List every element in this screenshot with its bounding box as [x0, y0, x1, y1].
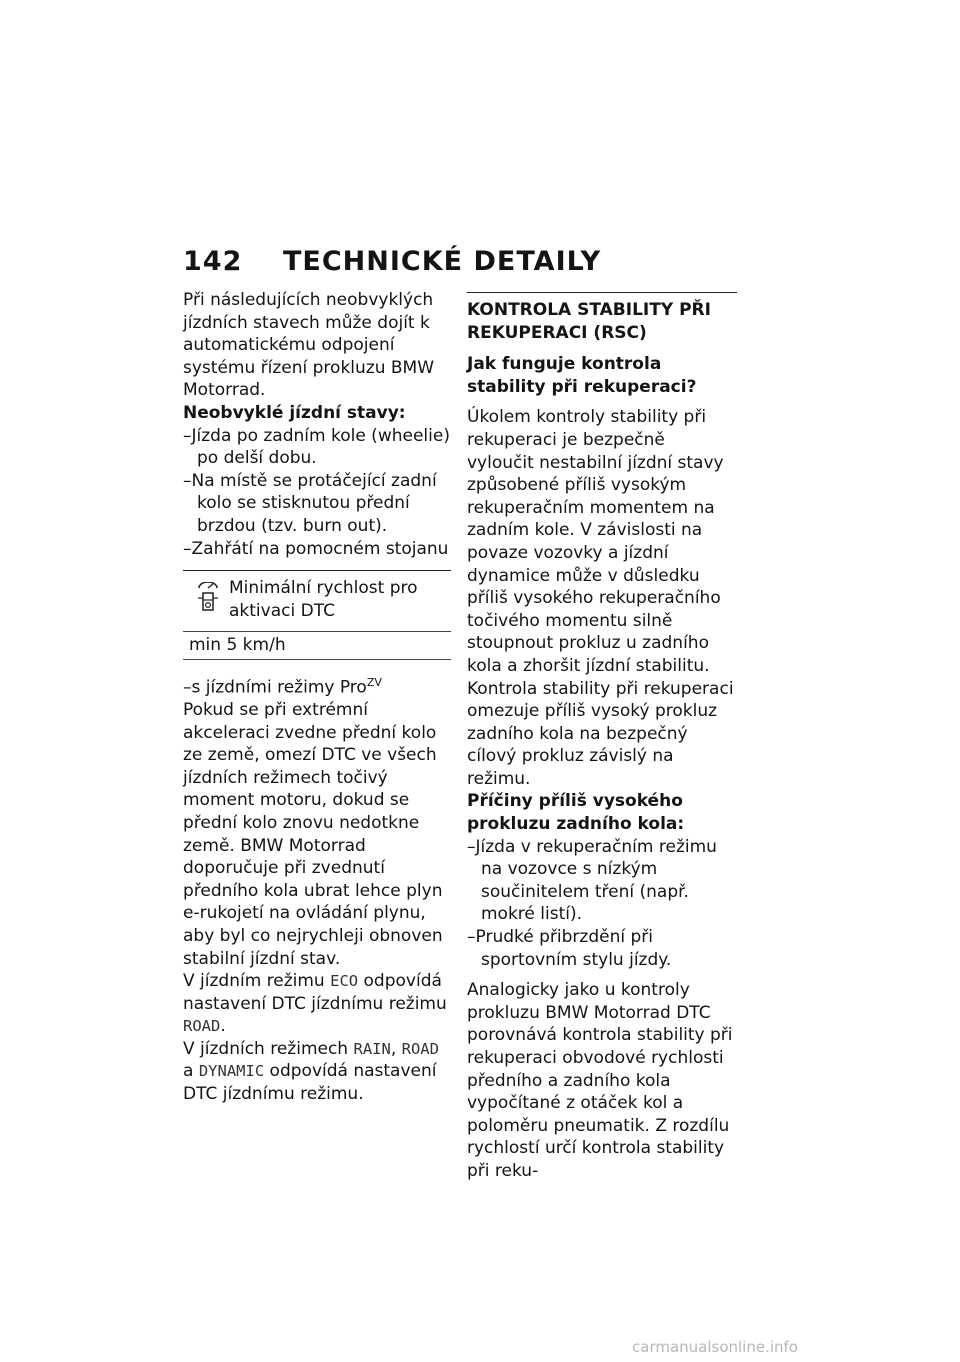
condition-item: –Na místě se protáčející zadní kolo se stisknutou přední brzdou (tzv. burn out).	[183, 470, 437, 536]
modes-superscript: ZV	[366, 675, 382, 689]
mode-road-2: ROAD	[401, 1039, 439, 1058]
cause-item: –Prudké přibrzdění při sportovním stylu jízdy.	[467, 927, 672, 970]
rain-text: V jízdních režimech	[183, 1038, 354, 1059]
spec-label: Minimální rychlost pro aktivaci DTC	[229, 578, 418, 621]
condition-item: –Zahřátí na pomocném stojanu	[183, 538, 449, 559]
comma: ,	[390, 1038, 397, 1059]
rain-paragraph	[183, 1038, 451, 1106]
eco-end: .	[220, 1016, 226, 1037]
page-number: 142	[183, 246, 243, 277]
spec-box	[183, 570, 451, 660]
mode-road: ROAD	[183, 1017, 221, 1036]
intro-paragraph: Při následujících neobvyklých jízdních stavech může dojít k automatickému odpojení systému řízení prokluzu BMW Motorrad.	[183, 290, 435, 401]
analog-paragraph: Analogicky jako u kontroly prokluzu BMW Motorrad DTC porovnává kontrola stability při rekuperaci obvodové rychlosti předního a zadního kola vypočítané z otáček kol a poloměru pneumatik. Z rozdílu rychlostí určí kontrola stability při reku-	[467, 980, 733, 1181]
watermark: carmanualsonline.info	[632, 1338, 798, 1356]
mode-rain: RAIN	[353, 1039, 391, 1058]
cause-item: –Jízda v rekuperačním režimu na vozovce s nízkým součinitelem tření (např. mokré listí).	[467, 836, 717, 925]
mode-dynamic: DYNAMIC	[198, 1062, 265, 1081]
page-header	[183, 242, 783, 282]
section-title: KONTROLA STABILITY PŘI REKUPERACI (RSC)	[467, 292, 737, 344]
page-title: TECHNICKÉ DETAILY	[283, 246, 602, 277]
eco-paragraph	[183, 970, 451, 1038]
speedometer-spec-icon	[196, 582, 220, 616]
conditions-heading: Neobvyklé jízdní stavy:	[183, 402, 406, 423]
eco-text: V jízdním režimu	[183, 971, 331, 992]
right-column	[467, 292, 737, 1183]
left-column	[183, 289, 451, 1106]
spec-box-header	[183, 570, 451, 631]
and-text: a	[183, 1061, 199, 1082]
rain-text-2: odpovídá nastavení DTC jízdnímu režimu.	[183, 1061, 437, 1105]
lift-paragraph: Pokud se při extrémní akceleraci zvedne přední kolo ze země, omezí DTC ve všech jízdních režimech točivý moment motoru, dokud se přední kolo znovu nedotkne země. BMW Motorrad doporučuje při zvednutí předního kola ubrat lehce plyn e-rukojetí na ovládání plynu, aby byl co nejrychleji obnoven stabilní jízdní stav.	[183, 699, 443, 969]
rsc-paragraph: Úkolem kontroly stability při rekuperaci je bezpečně vyloučit nestabilní jízdní stavy způsobené příliš vysokým rekuperačním momentem na zadním kole. V závislosti na povaze vozovky a jízdní dynamice může v důsledku příliš vysokého rekuperačního točivého momentu silně stoupnout prokluz u zadního kola a zhoršit jízdní stabilitu. Kontrola stability při rekuperaci omezuje příliš vysoký prokluz zadního kola na bezpečný cílový prokluz závislý na režimu.	[467, 407, 734, 789]
eco-text-2: odpovídá nastavení DTC jízdnímu režimu	[183, 971, 447, 1014]
causes-heading: Příčiny příliš vysokého prokluzu zadního kola:	[467, 791, 685, 835]
spec-value: min 5 km/h	[183, 631, 451, 660]
condition-item: –Jízda po zadním kole (wheelie) po delší dobu.	[183, 425, 450, 469]
modes-line	[183, 672, 451, 699]
mode-eco: ECO	[330, 972, 359, 991]
sub-heading: Jak funguje kontrola stability při rekuperaci?	[467, 354, 697, 397]
modes-text: –s jízdními režimy Pro	[183, 677, 367, 698]
